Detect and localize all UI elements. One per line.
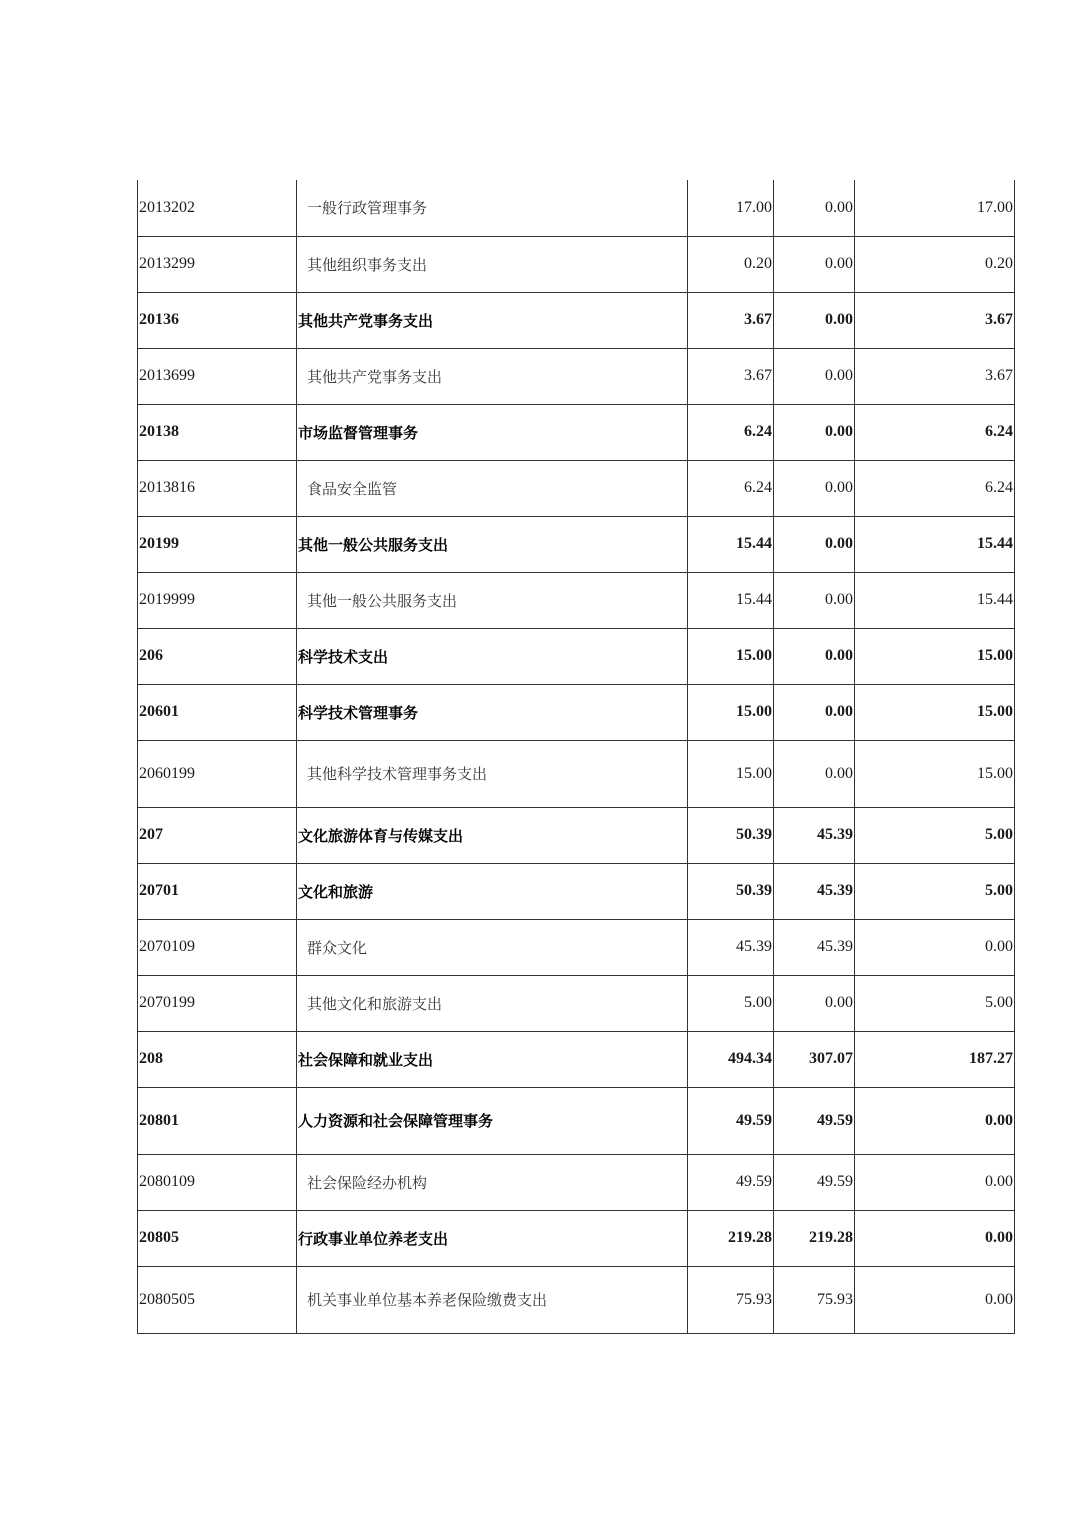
total-amount-cell: 6.24 — [688, 404, 774, 460]
account-code-cell: 208 — [138, 1031, 297, 1087]
budget-table-sheet — [137, 180, 1014, 1334]
total-amount-cell: 219.28 — [688, 1210, 774, 1266]
account-code-cell: 2013699 — [138, 348, 297, 404]
account-code-cell: 20601 — [138, 684, 297, 740]
project-expenditure-cell: 15.44 — [855, 516, 1015, 572]
table-row — [138, 292, 1015, 348]
total-amount-cell: 494.34 — [688, 1031, 774, 1087]
project-expenditure-cell: 15.00 — [855, 740, 1015, 807]
table-row — [138, 348, 1015, 404]
account-code-cell: 20199 — [138, 516, 297, 572]
total-amount-cell: 15.00 — [688, 684, 774, 740]
basic-expenditure-cell: 45.39 — [774, 919, 855, 975]
table-row — [138, 1266, 1015, 1333]
basic-expenditure-cell: 307.07 — [774, 1031, 855, 1087]
project-expenditure-cell: 15.00 — [855, 684, 1015, 740]
project-expenditure-cell: 0.00 — [855, 1087, 1015, 1154]
table-row — [138, 1031, 1015, 1087]
table-row — [138, 404, 1015, 460]
basic-expenditure-cell: 0.00 — [774, 292, 855, 348]
total-amount-cell: 15.00 — [688, 740, 774, 807]
table-row — [138, 684, 1015, 740]
basic-expenditure-cell: 0.00 — [774, 628, 855, 684]
basic-expenditure-cell: 0.00 — [774, 572, 855, 628]
table-row — [138, 1210, 1015, 1266]
account-name-cell: 食品安全监管 — [297, 460, 688, 516]
basic-expenditure-cell: 0.00 — [774, 975, 855, 1031]
project-expenditure-cell: 0.00 — [855, 1154, 1015, 1210]
total-amount-cell: 5.00 — [688, 975, 774, 1031]
basic-expenditure-cell: 0.00 — [774, 180, 855, 236]
account-code-cell: 2013299 — [138, 236, 297, 292]
table-row — [138, 1154, 1015, 1210]
account-name-cell: 群众文化 — [297, 919, 688, 975]
table-body — [138, 180, 1015, 1333]
basic-expenditure-cell: 45.39 — [774, 863, 855, 919]
basic-expenditure-cell: 45.39 — [774, 807, 855, 863]
account-name-cell: 其他一般公共服务支出 — [297, 572, 688, 628]
total-amount-cell: 0.20 — [688, 236, 774, 292]
total-amount-cell: 49.59 — [688, 1154, 774, 1210]
account-code-cell: 2070109 — [138, 919, 297, 975]
total-amount-cell: 17.00 — [688, 180, 774, 236]
table-row — [138, 628, 1015, 684]
account-name-cell: 其他一般公共服务支出 — [297, 516, 688, 572]
basic-expenditure-cell: 49.59 — [774, 1087, 855, 1154]
project-expenditure-cell: 0.00 — [855, 919, 1015, 975]
expenditure-table — [137, 180, 1015, 1334]
table-row — [138, 919, 1015, 975]
account-code-cell: 2080109 — [138, 1154, 297, 1210]
total-amount-cell: 15.44 — [688, 516, 774, 572]
total-amount-cell: 50.39 — [688, 863, 774, 919]
account-name-cell: 文化和旅游 — [297, 863, 688, 919]
account-code-cell: 2013202 — [138, 180, 297, 236]
total-amount-cell: 3.67 — [688, 348, 774, 404]
basic-expenditure-cell: 0.00 — [774, 684, 855, 740]
table-row — [138, 807, 1015, 863]
account-code-cell: 2019999 — [138, 572, 297, 628]
table-row — [138, 975, 1015, 1031]
project-expenditure-cell: 6.24 — [855, 404, 1015, 460]
account-name-cell: 其他组织事务支出 — [297, 236, 688, 292]
account-name-cell: 人力资源和社会保障管理事务 — [297, 1087, 688, 1154]
table-row — [138, 180, 1015, 236]
table-row — [138, 236, 1015, 292]
basic-expenditure-cell: 75.93 — [774, 1266, 855, 1333]
project-expenditure-cell: 0.00 — [855, 1210, 1015, 1266]
table-row — [138, 863, 1015, 919]
account-code-cell: 2013816 — [138, 460, 297, 516]
account-code-cell: 20136 — [138, 292, 297, 348]
total-amount-cell: 15.00 — [688, 628, 774, 684]
basic-expenditure-cell: 0.00 — [774, 236, 855, 292]
account-code-cell: 2080505 — [138, 1266, 297, 1333]
account-code-cell: 20701 — [138, 863, 297, 919]
table-row — [138, 516, 1015, 572]
project-expenditure-cell: 3.67 — [855, 348, 1015, 404]
basic-expenditure-cell: 49.59 — [774, 1154, 855, 1210]
account-name-cell: 其他共产党事务支出 — [297, 348, 688, 404]
basic-expenditure-cell: 0.00 — [774, 404, 855, 460]
total-amount-cell: 50.39 — [688, 807, 774, 863]
table-row — [138, 1087, 1015, 1154]
account-name-cell: 一般行政管理事务 — [297, 180, 688, 236]
basic-expenditure-cell: 0.00 — [774, 740, 855, 807]
project-expenditure-cell: 0.20 — [855, 236, 1015, 292]
account-code-cell: 2060199 — [138, 740, 297, 807]
table-row — [138, 460, 1015, 516]
basic-expenditure-cell: 0.00 — [774, 516, 855, 572]
account-code-cell: 2070199 — [138, 975, 297, 1031]
account-code-cell: 207 — [138, 807, 297, 863]
account-name-cell: 行政事业单位养老支出 — [297, 1210, 688, 1266]
account-name-cell: 市场监督管理事务 — [297, 404, 688, 460]
account-name-cell: 科学技术支出 — [297, 628, 688, 684]
total-amount-cell: 6.24 — [688, 460, 774, 516]
account-code-cell: 20801 — [138, 1087, 297, 1154]
project-expenditure-cell: 17.00 — [855, 180, 1015, 236]
project-expenditure-cell: 15.44 — [855, 572, 1015, 628]
account-name-cell: 其他科学技术管理事务支出 — [297, 740, 688, 807]
total-amount-cell: 49.59 — [688, 1087, 774, 1154]
account-name-cell: 其他共产党事务支出 — [297, 292, 688, 348]
total-amount-cell: 45.39 — [688, 919, 774, 975]
project-expenditure-cell: 187.27 — [855, 1031, 1015, 1087]
table-row — [138, 740, 1015, 807]
project-expenditure-cell: 5.00 — [855, 975, 1015, 1031]
project-expenditure-cell: 3.67 — [855, 292, 1015, 348]
account-code-cell: 20138 — [138, 404, 297, 460]
account-name-cell: 其他文化和旅游支出 — [297, 975, 688, 1031]
total-amount-cell: 3.67 — [688, 292, 774, 348]
basic-expenditure-cell: 0.00 — [774, 348, 855, 404]
project-expenditure-cell: 6.24 — [855, 460, 1015, 516]
account-name-cell: 文化旅游体育与传媒支出 — [297, 807, 688, 863]
project-expenditure-cell: 0.00 — [855, 1266, 1015, 1333]
total-amount-cell: 75.93 — [688, 1266, 774, 1333]
table-row — [138, 572, 1015, 628]
account-name-cell: 社会保险经办机构 — [297, 1154, 688, 1210]
project-expenditure-cell: 5.00 — [855, 807, 1015, 863]
account-name-cell: 社会保障和就业支出 — [297, 1031, 688, 1087]
account-code-cell: 20805 — [138, 1210, 297, 1266]
account-code-cell: 206 — [138, 628, 297, 684]
basic-expenditure-cell: 0.00 — [774, 460, 855, 516]
project-expenditure-cell: 5.00 — [855, 863, 1015, 919]
account-name-cell: 机关事业单位基本养老保险缴费支出 — [297, 1266, 688, 1333]
total-amount-cell: 15.44 — [688, 572, 774, 628]
account-name-cell: 科学技术管理事务 — [297, 684, 688, 740]
basic-expenditure-cell: 219.28 — [774, 1210, 855, 1266]
project-expenditure-cell: 15.00 — [855, 628, 1015, 684]
